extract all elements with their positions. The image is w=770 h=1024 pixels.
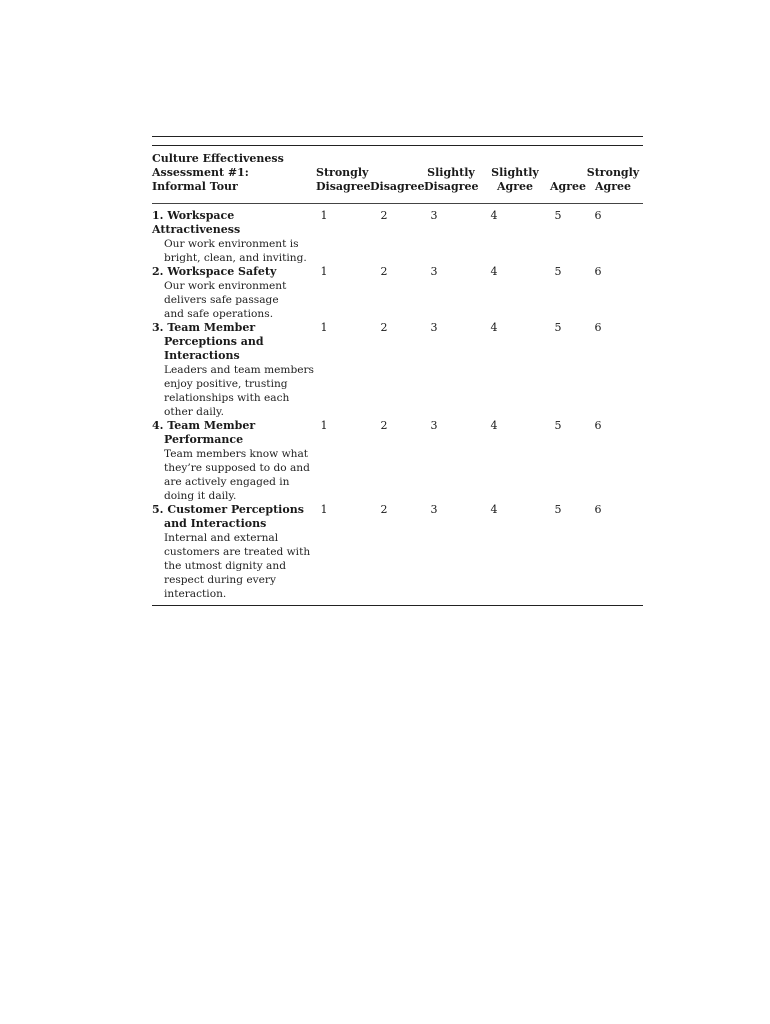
table-row — [152, 265, 643, 321]
table-row — [152, 209, 643, 265]
column-header-line: Slightly — [427, 166, 475, 179]
column-header-line: Agree — [550, 180, 587, 193]
question-description — [152, 279, 317, 321]
rating-option: 1 — [320, 209, 328, 222]
question-cell — [152, 503, 317, 601]
description-line: relationships with each — [164, 392, 290, 404]
description-line: Internal and external — [164, 532, 279, 544]
rating-option: 4 — [490, 321, 498, 334]
description-line: Our work environment is — [164, 238, 299, 250]
rating-option: 4 — [490, 419, 498, 432]
question-title — [152, 321, 317, 363]
question-title — [152, 503, 317, 531]
rating-option: 6 — [594, 209, 602, 222]
question-title-line: Interactions — [164, 349, 240, 362]
rating-option: 6 — [594, 419, 602, 432]
description-line: the utmost dignity and — [164, 560, 286, 572]
column-header-line: Strongly — [316, 166, 369, 179]
table-title — [152, 152, 312, 194]
description-line: Leaders and team members — [164, 364, 314, 376]
question-description — [152, 237, 317, 265]
column-header-slightly-agree — [490, 166, 540, 194]
rating-option: 4 — [490, 209, 498, 222]
rating-option: 3 — [430, 209, 438, 222]
rating-option: 1 — [320, 265, 328, 278]
rating-option: 1 — [320, 503, 328, 516]
rating-option: 2 — [380, 419, 388, 432]
description-line: doing it daily. — [164, 490, 237, 502]
rating-option: 6 — [594, 321, 602, 334]
description-line: bright, clean, and inviting. — [164, 252, 307, 264]
top-rule — [152, 136, 643, 137]
description-line: other daily. — [164, 406, 224, 418]
description-line: interaction. — [164, 588, 227, 600]
rating-option: 4 — [490, 265, 498, 278]
rating-option: 2 — [380, 265, 388, 278]
column-header-line: Disagree — [370, 180, 425, 193]
description-line: Team members know what — [164, 448, 309, 460]
rating-option: 5 — [554, 265, 562, 278]
question-title-line: Perceptions and — [164, 335, 264, 348]
question-title — [152, 419, 317, 447]
rating-option: 6 — [594, 503, 602, 516]
question-cell — [152, 419, 317, 503]
rating-option: 2 — [380, 321, 388, 334]
title-line: Informal Tour — [152, 180, 238, 193]
rating-option: 5 — [554, 503, 562, 516]
title-line: Assessment #1: — [152, 166, 249, 179]
column-header-line — [550, 166, 584, 180]
table-body — [152, 204, 643, 601]
rating-option: 1 — [320, 321, 328, 334]
description-line: enjoy positive, trusting — [164, 378, 288, 390]
question-title-line: and Interactions — [164, 517, 267, 530]
table-row — [152, 321, 643, 419]
question-description — [152, 363, 317, 419]
question-description — [152, 447, 317, 503]
column-header-line: Agree — [496, 180, 534, 193]
question-cell — [152, 209, 317, 265]
column-header-slightly-disagree — [424, 166, 478, 194]
description-line: are actively engaged in — [164, 476, 290, 488]
column-header-strongly-disagree — [316, 166, 371, 194]
rating-option: 5 — [554, 321, 562, 334]
rating-option: 6 — [594, 265, 602, 278]
rating-option: 3 — [430, 419, 438, 432]
table-row — [152, 419, 643, 503]
column-header-line: Disagree — [316, 180, 371, 193]
column-header-strongly-agree — [586, 166, 640, 194]
rating-option: 2 — [380, 503, 388, 516]
question-cell — [152, 321, 317, 419]
question-title-line: 2. Workspace Safety — [152, 265, 277, 278]
rating-option: 1 — [320, 419, 328, 432]
question-title — [152, 265, 317, 279]
bottom-rule — [152, 605, 643, 606]
question-title-line: 5. Customer Perceptions — [152, 503, 304, 516]
description-line: customers are treated with — [164, 546, 311, 558]
assessment-table — [152, 136, 643, 606]
question-cell — [152, 265, 317, 321]
description-line: Our work environment — [164, 280, 287, 292]
rating-option: 4 — [490, 503, 498, 516]
column-header-line: Disagree — [424, 180, 479, 193]
column-header-agree — [550, 166, 587, 194]
rating-option: 5 — [554, 209, 562, 222]
question-title-line: 4. Team Member — [152, 419, 256, 432]
table-header — [152, 146, 643, 198]
question-title-line: Performance — [164, 433, 244, 446]
description-line: and safe operations. — [164, 308, 274, 320]
rating-option: 3 — [430, 265, 438, 278]
title-line: Culture Effectiveness — [152, 152, 284, 165]
question-description — [152, 531, 317, 601]
description-line: they’re supposed to do and — [164, 462, 310, 474]
question-title-line: 3. Team Member — [152, 321, 256, 334]
table-row — [152, 503, 643, 601]
column-header-line: Slightly — [491, 166, 539, 179]
column-header-line — [370, 166, 422, 180]
rating-option: 3 — [430, 503, 438, 516]
rating-option: 2 — [380, 209, 388, 222]
column-header-line: Agree — [594, 180, 632, 193]
question-title-line: 1. Workspace Attractiveness — [152, 209, 241, 236]
rating-option: 5 — [554, 419, 562, 432]
description-line: delivers safe passage — [164, 294, 279, 306]
rating-option: 3 — [430, 321, 438, 334]
column-header-line: Strongly — [586, 166, 640, 179]
column-header-disagree — [370, 166, 425, 194]
question-title — [152, 209, 317, 237]
description-line: respect during every — [164, 574, 276, 586]
